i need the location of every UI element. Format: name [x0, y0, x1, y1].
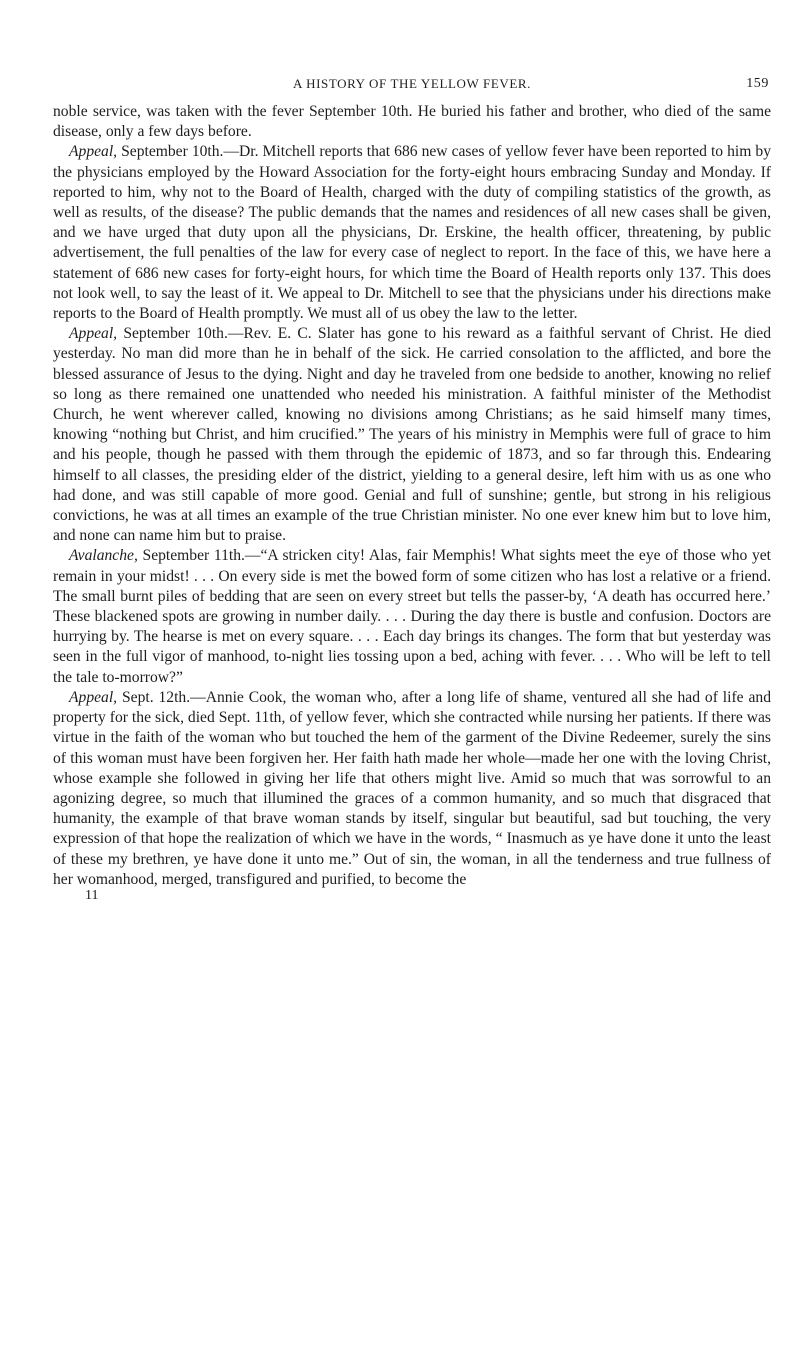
entry-source: Appeal,: [69, 143, 118, 161]
entry-appeal-sept-10-mitchell: [53, 142, 771, 324]
entry-appeal-sept-12-cook: [53, 688, 771, 890]
page-number: 159: [746, 76, 769, 91]
running-head-title: A HISTORY OF THE YELLOW FEVER.: [292, 76, 532, 91]
entry-text: September 10th.—Dr. Mitchell reports that 686 new cases of yellow fever have been reported to him by the physicians employed by the Howard Association for the forty-eight hours embracing Sunday and Monday. If reported to him, why not to the Board of Health, charged with the duty of compiling statistics of the growth, as well as results, of the disease? The public demands that the names and residences of all new cases shall be given, and we have urged that duty upon all the physicians, Dr. Erskine, the health officer, threatening, by public advertisement, the full penalties of the law for every case of neglect to report. In the face of this, we have here a statement of 686 new cases for forty-eight hours, for which time the Board of Health reports only 137. This does not look well, to say the least of it. We appeal to Dr. Mitchell to see that the physicians under his directions make reports to the Board of Health promptly. We must all of us obey the law to the letter.: [53, 143, 771, 323]
signature-mark: 11: [85, 888, 99, 903]
entry-avalanche-sept-11: [53, 546, 771, 687]
entry-text: September 11th.—“A stricken city! Alas, fair Memphis! What sights meet the eye of those who yet remain in your midst! . . . On every side is met the bowed form of some citizen who has lost a relative or a friend. The small burnt piles of bedding that are seen on every street but tells the passer-by, ‘A death has occurred here.’ These blackened spots are growing in number daily. . . . During the day there is bustle and confusion. Doctors are hurrying by. The hearse is met on every square. . . . Each day brings its changes. The form that but yesterday was seen in the full vigor of manhood, to-night lies tossing upon a bed, aching with fever. . . . Who will be left to tell the tale to-morrow?”: [53, 547, 771, 686]
running-head: [53, 76, 771, 96]
entry-source: Appeal,: [69, 688, 118, 706]
book-page: [53, 0, 771, 1355]
entry-source: Avalanche,: [69, 547, 138, 565]
entry-appeal-sept-10-slater: [53, 324, 771, 546]
entry-text: September 10th.—Rev. E. C. Slater has gone to his reward as a faithful servant of Christ. He died yesterday. No man did more than he in behalf of the sick. He carried consolation to the afflicted, and bore the blessed assurance of Jesus to the dying. Night and day he traveled from one bedside to another, knowing no relief so long as there remained one unattended who needed his ministration. A faithful minister of the Methodist Church, he went wherever called, knowing no divisions among Christians; as he said himself many times, knowing “nothing but Christ, and him crucified.” The years of his ministry in Memphis were full of grace to him and his people, though he passed with them through the epidemic of 1873, and so far through this. Endearing himself to all classes, the presiding elder of the district, yielding to a general desire, left him with us as one who had done, and was still capable of more good. Genial and full of sunshine; gentle, but strong in his religious convictions, he was at all times an example of the true Christian minister. No one ever knew him but to love him, and none can name him but to praise.: [53, 325, 771, 545]
entry-text: Sept. 12th.—Annie Cook, the woman who, after a long life of shame, ventured all she had of life and property for the sick, died Sept. 11th, of yellow fever, which she contracted while nursing her patients. If there was virtue in the faith of the woman who but touched the hem of the garment of the Divine Redeemer, surely the sins of this woman must have been forgiven her. Her faith hath made her whole—made her one with the loving Christ, whose example she followed in giving her life that others might live. Amid so much that was sorrowful to an agonizing degree, so much that illumined the graces of a common humanity, and so much that disgraced that humanity, the example of that brave woman stands by itself, singular but beautiful, sad but touching, the very expression of that hope the realization of which we have in the words, “ Inasmuch as ye have done it unto the least of these my brethren, ye have done it unto me.” Out of sin, the woman, in all the tenderness and true fullness of her womanhood, merged, transfigured and purified, to become the: [53, 688, 771, 888]
body-text: [53, 102, 771, 890]
entry-source: Appeal,: [69, 325, 118, 343]
opening-paragraph: noble service, was taken with the fever September 10th. He buried his father and brother, who died of the same disease, only a few days before.: [53, 103, 771, 141]
